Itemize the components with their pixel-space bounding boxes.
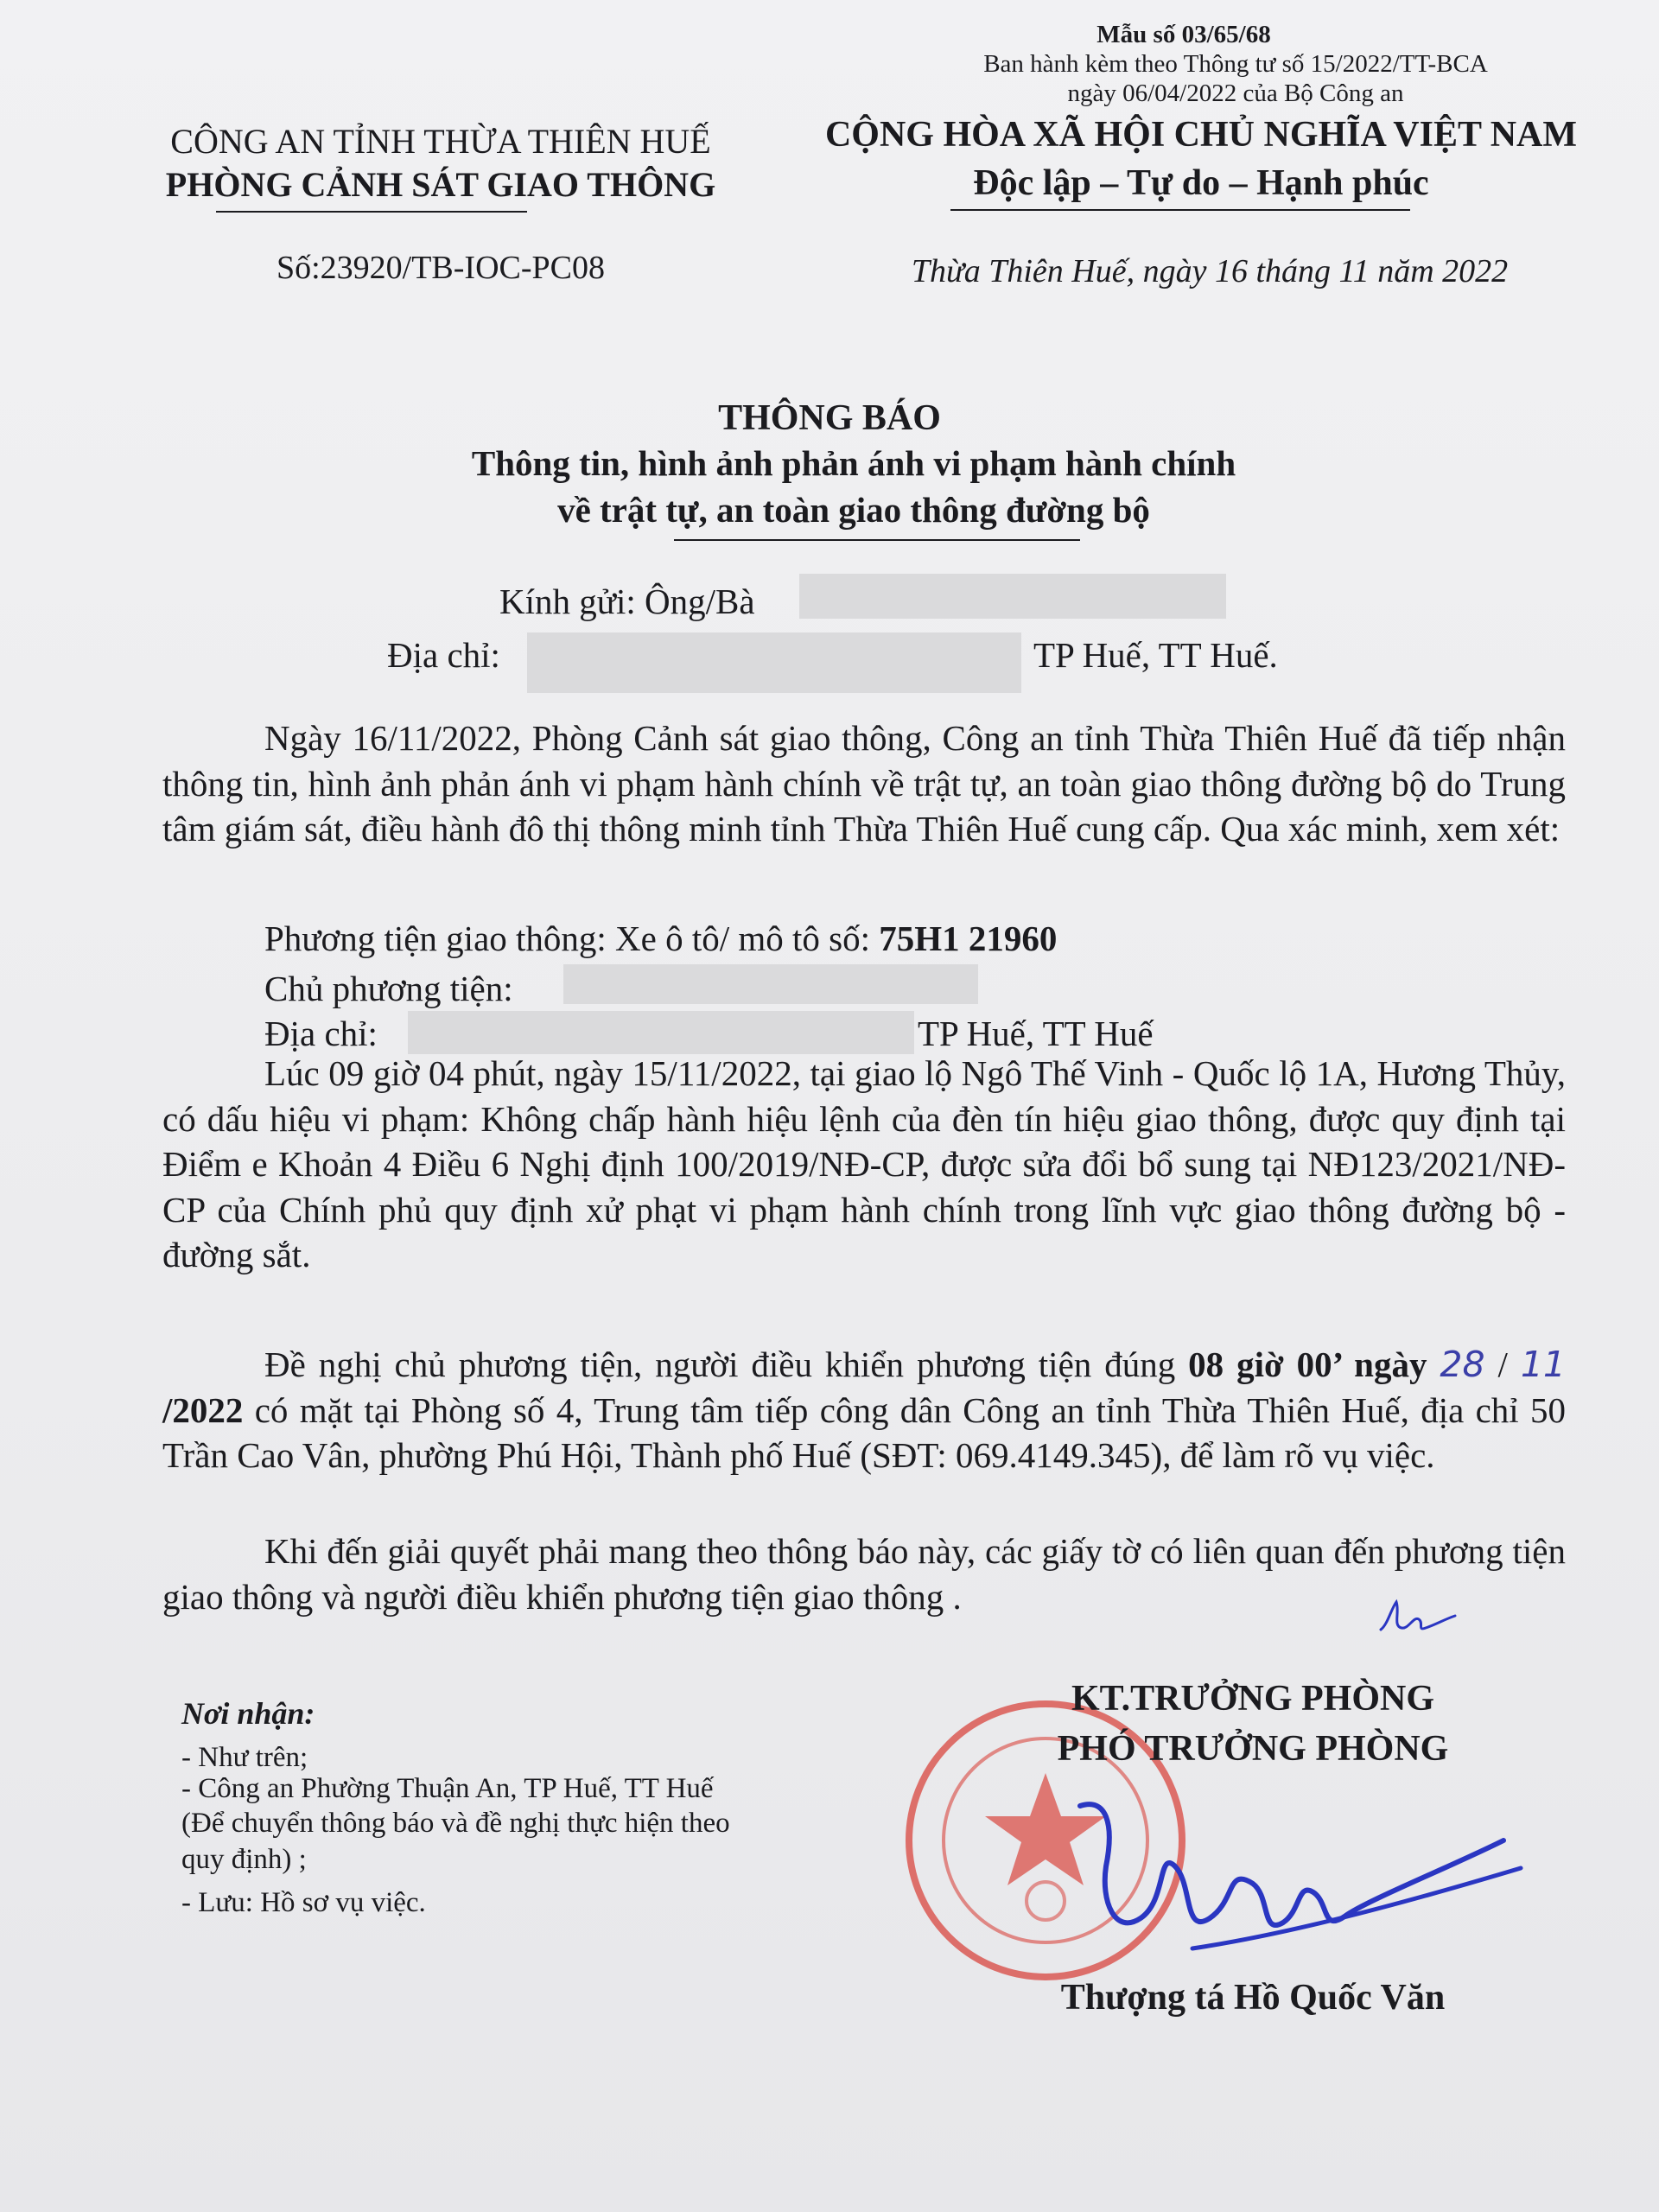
national-motto: Độc lập – Tự do – Hạnh phúc (973, 163, 1429, 203)
redacted-recipient-address (527, 632, 1021, 693)
vehicle-plate: 75H1 21960 (879, 918, 1058, 958)
summons-paragraph (162, 1342, 1566, 1478)
redacted-owner-name (563, 964, 978, 1004)
recipient-address-label: Địa chỉ: (387, 635, 500, 675)
summons-year: /2022 (162, 1389, 244, 1430)
intro-paragraph: Ngày 16/11/2022, Phòng Cảnh sát giao thông, Công an tỉnh Thừa Thiên Huế đã tiếp nhận thông tin, hình ảnh phản ánh vi phạm hành chính về trật tự, an toàn giao thông đường bộ do Trung tâm giám sát, điều hành đô thị thông minh tỉnh Thừa Thiên Huế cung cấp. Qua xác minh, xem xét: (162, 718, 1566, 849)
signature-title-line2: PHÓ TRƯỞNG PHÒNG (1057, 1729, 1449, 1769)
redacted-recipient-name (799, 574, 1226, 619)
document-subtitle-line1: Thông tin, hình ảnh phản ánh vi phạm hành chính (471, 443, 1236, 483)
vehicle-label: Phương tiện giao thông: Xe ô tô/ mô tô số: (264, 918, 871, 958)
agency-parent: CÔNG AN TỈNH THỪA THIÊN HUẾ (170, 122, 711, 161)
signer-name: Thượng tá Hồ Quốc Văn (1060, 1978, 1446, 2018)
owner-label: Chủ phương tiện: (264, 969, 513, 1008)
recipient-item: - Như trên; (181, 1742, 308, 1773)
form-issued-note: Ban hành kèm theo Thông tư số 15/2022/TT-BCA (983, 50, 1488, 78)
agency-underline (216, 211, 527, 213)
date-separator: / (1497, 1344, 1508, 1384)
vehicle-line (264, 918, 1057, 959)
redacted-owner-address (408, 1011, 914, 1054)
owner-address-label: Địa chỉ: (264, 1014, 378, 1053)
recipient-address-suffix: TP Huế, TT Huế. (1033, 635, 1278, 675)
violation-paragraph: Lúc 09 giờ 04 phút, ngày 15/11/2022, tại giao lộ Ngô Thế Vinh - Quốc lộ 1A, Hương Thủy, có dấu hiệu vi phạm: Không chấp hành hiệu lệnh của đèn tín hiệu giao thông, được quy định tại Điểm e Khoản 4 Điều 6 Nghị định 100/2019/NĐ-CP, được sửa đổi bổ sung tại NĐ123/2021/NĐ-CP của Chính phủ quy định xử phạt vi phạm hành chính trong lĩnh vực giao thông đường bộ - đường sắt. (162, 1053, 1566, 1274)
form-number: Mẫu số 03/65/68 (1096, 21, 1271, 48)
handwritten-signature-icon (1054, 1771, 1538, 1979)
requirements-paragraph: Khi đến giải quyết phải mang theo thông báo này, các giấy tờ có liên quan đến phương tiện giao thông và người điều khiển phương tiện giao thông . (162, 1531, 1566, 1617)
recipient-item: quy định) ; (181, 1844, 307, 1875)
republic-name: CỘNG HÒA XÃ HỘI CHỦ NGHĨA VIỆT NAM (824, 115, 1578, 155)
summons-time: 08 giờ 00’ ngày (1188, 1344, 1427, 1384)
form-issued-date: ngày 06/04/2022 của Bộ Công an (1067, 79, 1404, 107)
recipient-label: Kính gửi: Ông/Bà (499, 582, 755, 621)
signature-title-line1: KT.TRƯỞNG PHÒNG (1071, 1679, 1434, 1719)
recipient-item: - Lưu: Hồ sơ vụ việc. (181, 1887, 426, 1918)
agency-name: PHÒNG CẢNH SÁT GIAO THÔNG (165, 165, 716, 204)
document-subtitle-line2: về trật tự, an toàn giao thông đường bộ (557, 490, 1150, 530)
document-title: THÔNG BÁO (718, 398, 941, 438)
handwritten-day: 28 (1440, 1344, 1485, 1385)
summons-text-b: có mặt tại Phòng số 4, Trung tâm tiếp công dân Công an tỉnh Thừa Thiên Huế, địa chỉ 50 Trần Cao Vân, phường Phú Hội, Thành phố Huế (SĐT: 069.4149.345), để làm rõ vụ việc. (162, 1389, 1567, 1475)
subtitle-underline (674, 539, 1080, 541)
owner-address-suffix: TP Huế, TT Huế (918, 1014, 1154, 1053)
recipient-item: (Để chuyển thông báo và đề nghị thực hiện theo (181, 1808, 730, 1839)
place-and-date: Thừa Thiên Huế, ngày 16 tháng 11 năm 2022 (911, 253, 1509, 289)
document-number: Số:23920/TB-IOC-PC08 (276, 250, 606, 286)
recipients-title: Nơi nhận: (181, 1696, 315, 1731)
handwritten-month: 11 (1520, 1344, 1567, 1385)
motto-underline (950, 209, 1410, 211)
handwritten-initial-icon (1376, 1590, 1458, 1642)
summons-text-a: Đề nghị chủ phương tiện, người điều khiển phương tiện đúng (264, 1344, 1176, 1384)
recipient-item: - Công an Phường Thuận An, TP Huế, TT Huế (181, 1773, 714, 1804)
